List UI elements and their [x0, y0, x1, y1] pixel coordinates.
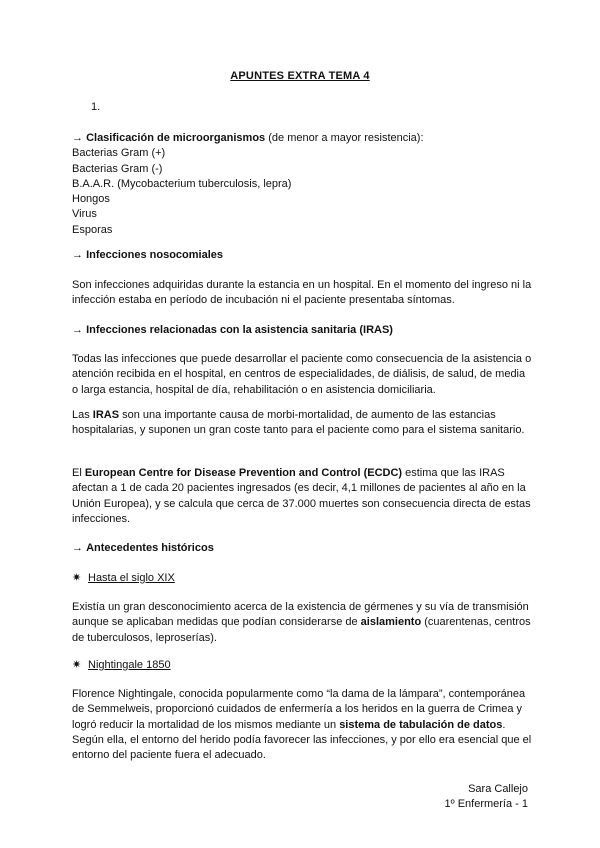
paragraph-iras-3	[72, 466, 532, 527]
paragraph-text: Florence Nightingale, conocida popularmente como “la dama de la lámpara”, contemporánea de Semmelweis, proporcionó cuidados de enfermería a los heridos en la guerra de Crimea y logró reducir la mortalidad de los mismos mediante un sistema de tabulación de datos. Según ella, el entorno del herido podía favorecer las infecciones, y por ello era esencial que el entorno del paciente fuera el adecuado.	[72, 688, 532, 762]
page-title: APUNTES EXTRA TEMA 4	[230, 70, 370, 82]
subheading-text: Nightingale 1850	[88, 659, 171, 671]
bold-term: aislamiento	[360, 616, 422, 629]
section-antecedentes	[72, 541, 532, 556]
section-classification	[72, 131, 532, 238]
heading-text: Infecciones nosocomiales	[86, 249, 223, 261]
list-item: Bacterias Gram (-)	[72, 162, 163, 175]
page-footer	[445, 782, 529, 813]
asterisk-bullet-icon: ✷	[72, 659, 82, 671]
list-item: Virus	[72, 208, 97, 221]
asterisk-bullet-icon: ✷	[72, 572, 82, 584]
footer-author: Sara Callejo	[468, 783, 528, 795]
heading-note: (de menor a mayor resistencia):	[265, 132, 424, 144]
section-heading-antecedentes	[72, 541, 532, 556]
list-item: Bacterias Gram (+)	[72, 147, 166, 160]
bold-term: IRAS	[92, 409, 120, 421]
paragraph-text: Todas las infecciones que puede desarrollar el paciente como consecuencia de la asistencia o atención recibida en el hospital, en centros de especialidades, de diálisis, de salud, de media o larga estancia, hospital de día, rehabilitación o en asistencia domiciliaria.	[72, 353, 532, 396]
paragraph-text: El European Centre for Disease Prevention and Control (ECDC) estima que las IRAS afectan a 1 de cada 20 pacientes ingresados (es decir, 4,1 millones de pacientes al año en la Unión Europea), y se calcula que cerca de 37.000 muertes son consecuencia directa de estas infecciones.	[72, 467, 531, 525]
footer-page-number: 1º Enfermería - 1	[444, 798, 528, 811]
arrow-icon: →	[72, 324, 83, 336]
section-nosocomiales	[72, 248, 532, 263]
paragraph-siglo-xix	[72, 600, 532, 646]
subheading-text: Hasta el siglo XIX	[88, 572, 175, 584]
arrow-icon: →	[72, 542, 83, 554]
arrow-icon: →	[72, 132, 83, 144]
paragraph-iras-2	[72, 408, 532, 439]
paragraph-iras-1	[72, 352, 532, 398]
paragraph-text: Existía un gran desconocimiento acerca de la existencia de gérmenes y su vía de transmisión aunque se aplicaban medidas que podían considerarse de aislamiento (cuarentenas, centros de tuberculosos, leproserías).	[72, 601, 531, 644]
paragraph-text: Son infecciones adquiridas durante la estancia en un hospital. En el momento del ingreso ni la infección estaba en período de incubación ni el paciente presentaba síntomas.	[72, 279, 532, 307]
paragraph-text: Las IRAS son una importante causa de morbi-mortalidad, de aumento de las estancias hospitalarias, y suponen un gran coste tanto para el paciente como para el sistema sanitario.	[72, 409, 525, 437]
bold-term: sistema de tabulación de datos	[339, 718, 503, 731]
paragraph-nosocomiales	[72, 278, 532, 309]
heading-text: Antecedentes históricos	[86, 542, 214, 554]
list-item: Hongos	[72, 193, 110, 206]
subheading-siglo-xix	[72, 571, 532, 586]
list-item: Esporas	[72, 223, 113, 236]
list-marker: 1.	[91, 101, 101, 113]
section-heading-classification	[72, 131, 532, 146]
heading-text: Infecciones relacionadas con la asistencia sanitaria (IRAS)	[86, 324, 393, 336]
arrow-icon: →	[72, 249, 83, 261]
bold-term: European Centre for Disease Prevention and Control (ECDC)	[84, 467, 403, 479]
section-heading-iras	[72, 323, 532, 338]
subheading-nightingale	[72, 658, 532, 673]
list-item: B.A.A.R. (Mycobacterium tuberculosis, lepra)	[72, 177, 292, 190]
section-iras	[72, 323, 532, 338]
paragraph-nightingale	[72, 687, 532, 763]
section-heading-nosocomiales	[72, 248, 532, 263]
heading-text: Clasificación de microorganismos	[86, 132, 266, 144]
